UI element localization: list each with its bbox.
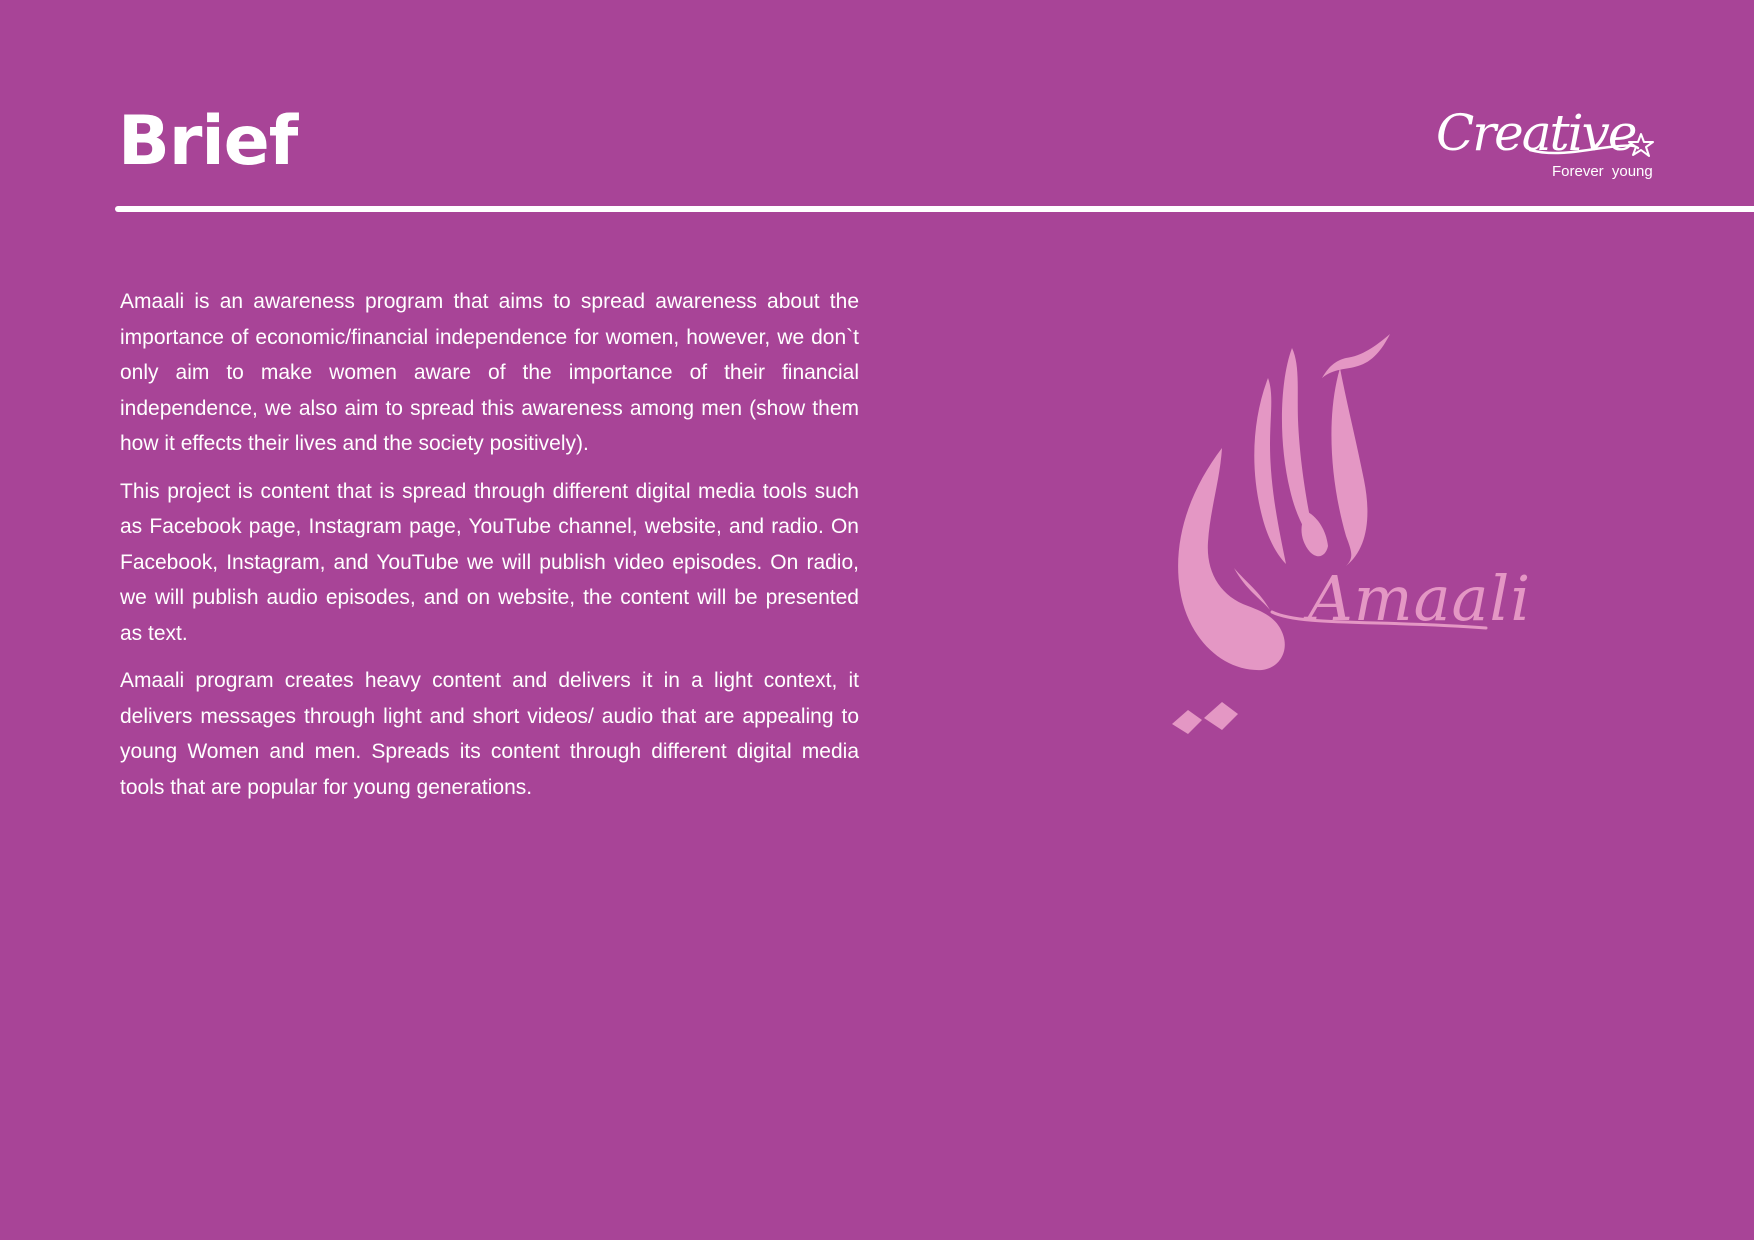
brief-body [120,284,859,817]
amaali-logo [1150,320,1532,740]
creative-logo [1430,104,1660,188]
amaali-calligraphy-icon [1150,320,1500,740]
header-divider [115,206,1754,212]
page-title: Brief [118,102,298,181]
brand-wordmark: Creative [1436,104,1636,162]
paragraph-1: Amaali is an awareness program that aims to spread awareness about the importance of economic/financial independence for women, however, we don`t only aim to make women aware of the importance of their financial independence, we also aim to spread this awareness among men (show them how it effects their lives and the society positively). [120,290,859,455]
paragraph-2: This project is content that is spread through different digital media tools such as Facebook page, Instagram page, YouTube channel, website, and radio. On Facebook, Instagram, and YouTube we will publish video episodes. On radio, we will publish audio episodes, and on website, the content will be presented as text. [120,479,859,645]
brand-tagline: Forever young [1552,163,1653,180]
paragraph-3: Amaali program creates heavy content and delivers it in a light context, it delivers messages through light and short videos/ audio that are appealing to young Women and men. Spreads its content through different digital media tools that are popular for young generations. [120,669,859,799]
amaali-wordmark: Amaali [1308,562,1532,635]
